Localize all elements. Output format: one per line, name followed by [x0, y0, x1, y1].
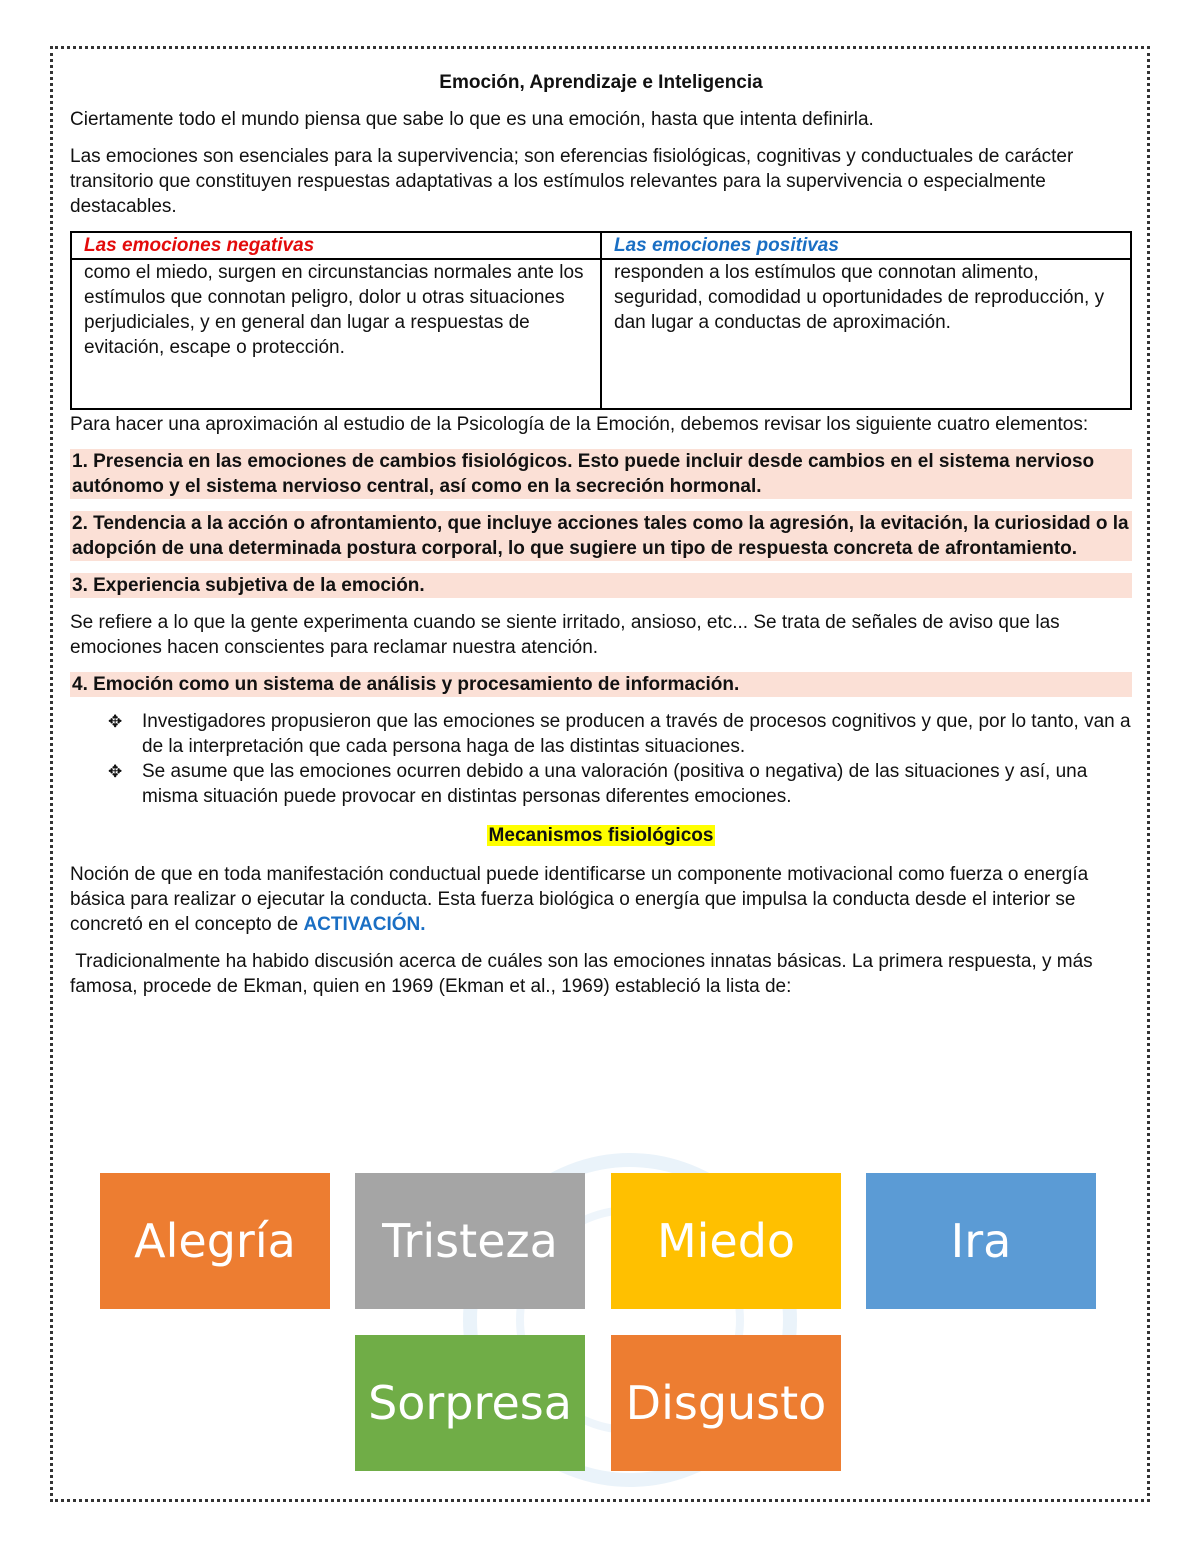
list-item [70, 759, 1132, 809]
emotion-tile-disgusto [611, 1335, 841, 1471]
emotion-tile-tristeza [355, 1173, 585, 1309]
document-title: Emoción, Aprendizaje e Inteligencia [439, 72, 763, 93]
element-2: 2. Tendencia a la acción o afrontamiento, que incluye acciones tales como la agresión, la evitación, la curiosidad o la adopción de una determinada postura corporal, lo que sugiere un tipo de respuesta concreta de afrontamiento. [70, 511, 1132, 561]
bullet-list [70, 709, 1132, 809]
element-4: 4. Emoción como un sistema de análisis y procesamiento de información. [70, 672, 1132, 697]
positive-header-cell [601, 232, 1131, 259]
bullet-text: Investigadores propusieron que las emociones se producen a través de procesos cognitivos y que, por lo tanto, van a de la interpretación que cada persona haga de las distintas situaciones. [142, 711, 1131, 757]
positive-emotions-header: Las emociones positivas [614, 235, 839, 256]
experience-paragraph: Se refiere a lo que la gente experimenta cuando se siente irritado, ansioso, etc... Se trata de señales de aviso que las emociones hacen conscientes para reclamar nuestra atención. [70, 612, 1060, 658]
negative-emotions-header: Las emociones negativas [84, 235, 315, 256]
section-title [70, 823, 1132, 848]
emotion-label: Sorpresa [368, 1376, 572, 1430]
bullet-text: Se asume que las emociones ocurren debido a una valoración (positiva o negativa) de las situaciones y así, una misma situación puede provocar en distintas personas diferentes emociones. [142, 761, 1088, 807]
activation-text: Noción de que en toda manifestación conductual puede identificarse un componente motivacional como fuerza o energía básica para realizar o ejecutar la conducta. Esta fuerza biológica o energía que impulsa la conducta desde el interior se concretó en el concepto de [70, 864, 1089, 935]
emotion-tile-miedo [611, 1173, 841, 1309]
activation-paragraph [70, 862, 1132, 937]
emotions-table [70, 231, 1132, 410]
emotion-label: Disgusto [625, 1376, 827, 1430]
intro-paragraph-2: Las emociones son esenciales para la supervivencia; son eferencias fisiológicas, cognitivas y conductuales de carácter transitorio que constituyen respuestas adaptativas a los estímulos relevantes para la supervivencia o especialmente destacables. [70, 146, 1074, 217]
approach-paragraph: Para hacer una aproximación al estudio de la Psicología de la Emoción, debemos revisar los siguiente cuatro elementos: [70, 414, 1089, 435]
diamond-bullet-icon: ✥ [108, 762, 123, 781]
positive-emotions-text: responden a los estímulos que connotan alimento, seguridad, comodidad u oportunidades de reproducción, y dan lugar a conductas de aproximación. [601, 259, 1131, 409]
emotion-tile-alegria [100, 1173, 330, 1309]
table-body-row [71, 259, 1131, 409]
activation-keyword: ACTIVACIÓN. [303, 914, 426, 935]
element-3: 3. Experiencia subjetiva de la emoción. [70, 573, 1132, 598]
table-header-row [71, 232, 1131, 259]
section-title-text: Mecanismos fisiológicos [488, 825, 714, 846]
emotion-label: Tristeza [382, 1214, 558, 1268]
diamond-bullet-icon: ✥ [108, 712, 123, 731]
document-body [70, 70, 1132, 1011]
emotion-tile-ira [866, 1173, 1096, 1309]
negative-header-cell [71, 232, 601, 259]
emotion-label: Miedo [656, 1214, 796, 1268]
list-item [70, 709, 1132, 759]
emotion-label: Alegría [134, 1214, 296, 1268]
intro-paragraph-1: Ciertamente todo el mundo piensa que sabe lo que es una emoción, hasta que intenta definirla. [70, 109, 874, 130]
ekman-paragraph: Tradicionalmente ha habido discusión acerca de cuáles son las emociones innatas básicas. La primera respuesta, y más famosa, procede de Ekman, quien en 1969 (Ekman et al., 1969) estableció la lista de: [70, 951, 1098, 997]
negative-emotions-text: como el miedo, surgen en circunstancias normales ante los estímulos que connotan peligro, dolor u otras situaciones perjudiciales, y en general dan lugar a respuestas de evitación, escape o protección. [71, 259, 601, 409]
emotion-label: Ira [950, 1214, 1012, 1268]
emotion-tile-sorpresa [355, 1335, 585, 1471]
element-1: 1. Presencia en las emociones de cambios fisiológicos. Esto puede incluir desde cambios en el sistema nervioso autónomo y el sistema nervioso central, así como en la secreción hormonal. [70, 449, 1132, 499]
